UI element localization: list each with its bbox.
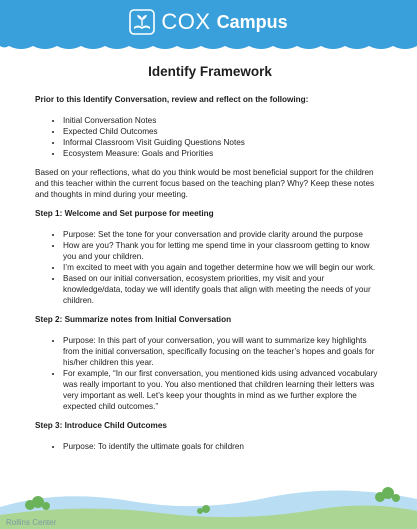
document-title: Identify Framework — [148, 64, 272, 79]
brand-name-bold: Campus — [216, 11, 288, 32]
step-3-list — [35, 441, 385, 452]
step-1-list — [35, 229, 385, 306]
step-2-list — [35, 335, 385, 412]
list-item: • Purpose: In this part of your conversation, you will want to summarize key highlights from the initial conversation, specifically focusing on the teacher’s hopes and goals for his/her children this year. — [63, 335, 385, 368]
list-item: • Purpose: Set the tone for your conversation and provide clarity around the purpose — [63, 229, 385, 240]
intro-instruction: Prior to this Identify Conversation, review and reflect on the following: — [35, 95, 309, 104]
list-item: • For example, “In our first conversation, you mentioned kids using advanced vocabulary was really important to you. You also mentioned that children learning their letters was very important as well. Let’s keep your thoughts in mind as we further explore the expected child outcomes.” — [63, 368, 385, 412]
list-item: • Ecosystem Measure: Goals and Priorities — [63, 148, 385, 159]
footer-landscape — [0, 467, 417, 529]
header-wave — [0, 40, 417, 54]
open-book-sprout-icon — [129, 9, 155, 35]
list-item: • Based on our initial conversation, ecosystem priorities, my visit and your knowledge/data, today we will identify goals that align with meeting the needs of your children. — [63, 273, 385, 306]
step-3-heading: Step 3: Introduce Child Outcomes — [35, 421, 167, 430]
list-item: • Purpose: To identify the ultimate goals for children — [63, 441, 385, 452]
list-item: • Expected Child Outcomes — [63, 126, 385, 137]
list-item: • I’m excited to meet with you again and together determine how we will begin our work. — [63, 262, 385, 273]
brand — [0, 6, 417, 38]
document-body — [35, 56, 385, 460]
reflection-paragraph: Based on your reflections, what do you think would be most beneficial support for the children and this teacher within the current focus based on the teaching plan? Why? Keep these notes and thoughts in mind during your meeting. — [35, 168, 375, 199]
footer-logo: Rollins Center — [6, 518, 57, 527]
intro-list — [35, 115, 385, 159]
step-1-heading: Step 1: Welcome and Set purpose for meeting — [35, 209, 214, 218]
step-2-heading: Step 2: Summarize notes from Initial Conversation — [35, 315, 232, 324]
list-item: • How are you? Thank you for letting me spend time in your classroom getting to know you and your children. — [63, 240, 385, 262]
brand-name-light: COX — [161, 9, 211, 34]
list-item: • Initial Conversation Notes — [63, 115, 385, 126]
list-item: • Informal Classroom Visit Guiding Questions Notes — [63, 137, 385, 148]
